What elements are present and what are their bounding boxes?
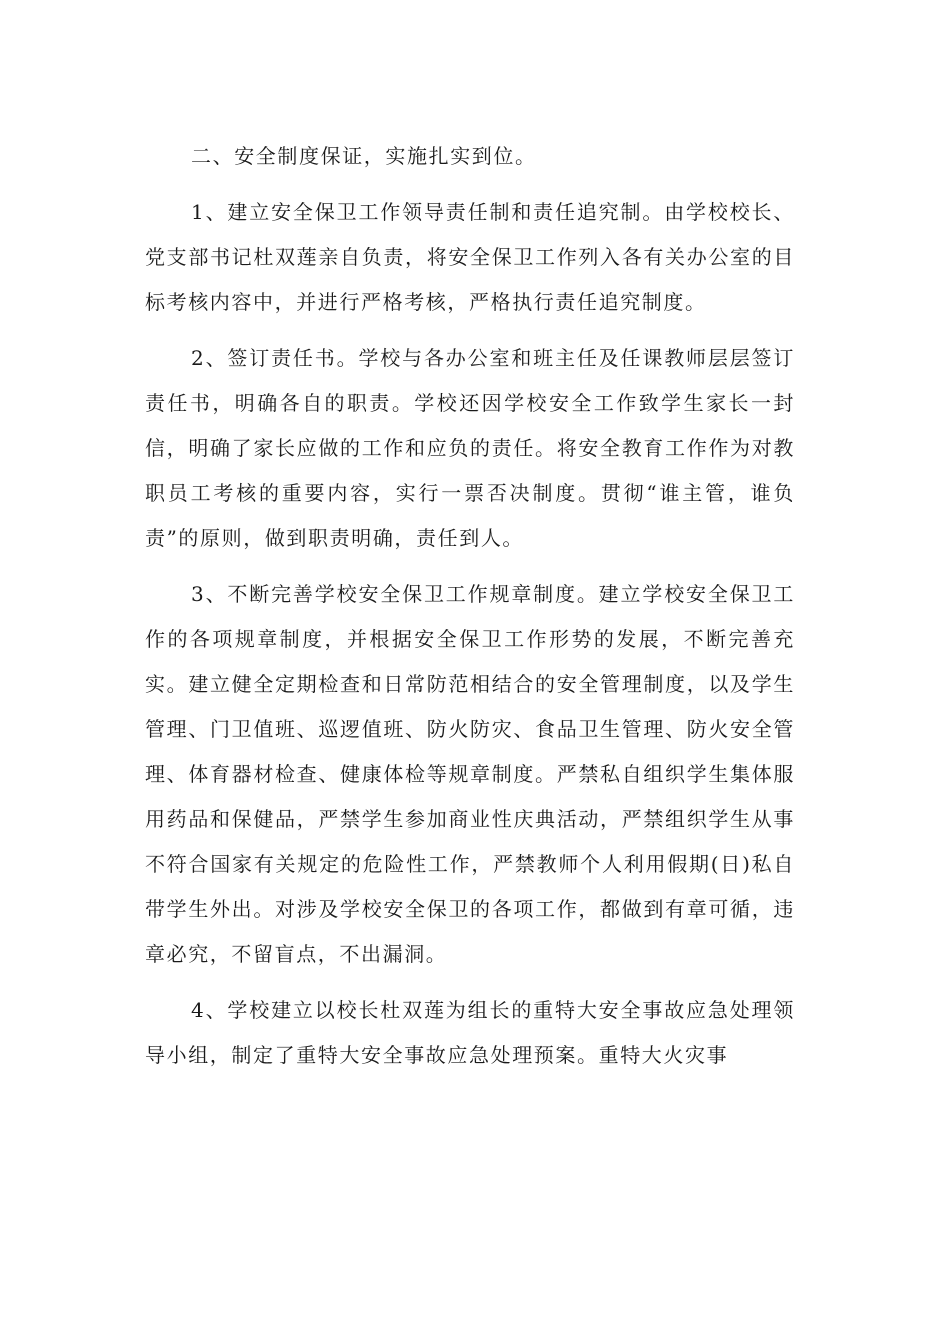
document-body — [145, 134, 795, 1089]
paragraph-2: 2、签订责任书。学校与各办公室和班主任及任课教师层层签订责任书，明确各自的职责。学校还因学校安全工作致学生家长一封信，明确了家长应做的工作和应负的责任。将安全教育工作作为对教职员工考核的重要内容，实行一票否决制度。贯彻“谁主管，谁负责”的原则，做到职责明确，责任到人。 — [145, 346, 795, 550]
paragraph-4: 4、学校建立以校长杜双莲为组长的重特大安全事故应急处理领导小组，制定了重特大安全事故应急处理预案。重特大火灾事 — [145, 998, 795, 1067]
paragraph-1: 1、建立安全保卫工作领导责任制和责任追究制。由学校校长、党支部书记杜双莲亲自负责，将安全保卫工作列入各有关办公室的目标考核内容中，并进行严格考核，严格执行责任追究制度。 — [145, 200, 795, 314]
paragraph-3: 3、不断完善学校安全保卫工作规章制度。建立学校安全保卫工作的各项规章制度，并根据安全保卫工作形势的发展，不断完善充实。建立健全定期检查和日常防范相结合的安全管理制度，以及学生管理、门卫值班、巡逻值班、防火防灾、食品卫生管理、防火安全管理、体育器材检查、健康体检等规章制度。严禁私自组织学生集体服用药品和保健品，严禁学生参加商业性庆典活动，严禁组织学生从事不符合国家有关规定的危险性工作，严禁教师个人利用假期(日)私自带学生外出。对涉及学校安全保卫的各项工作，都做到有章可循，违章必究，不留盲点，不出漏洞。 — [145, 582, 795, 966]
section-heading: 二、安全制度保证，实施扎实到位。 — [191, 144, 537, 168]
